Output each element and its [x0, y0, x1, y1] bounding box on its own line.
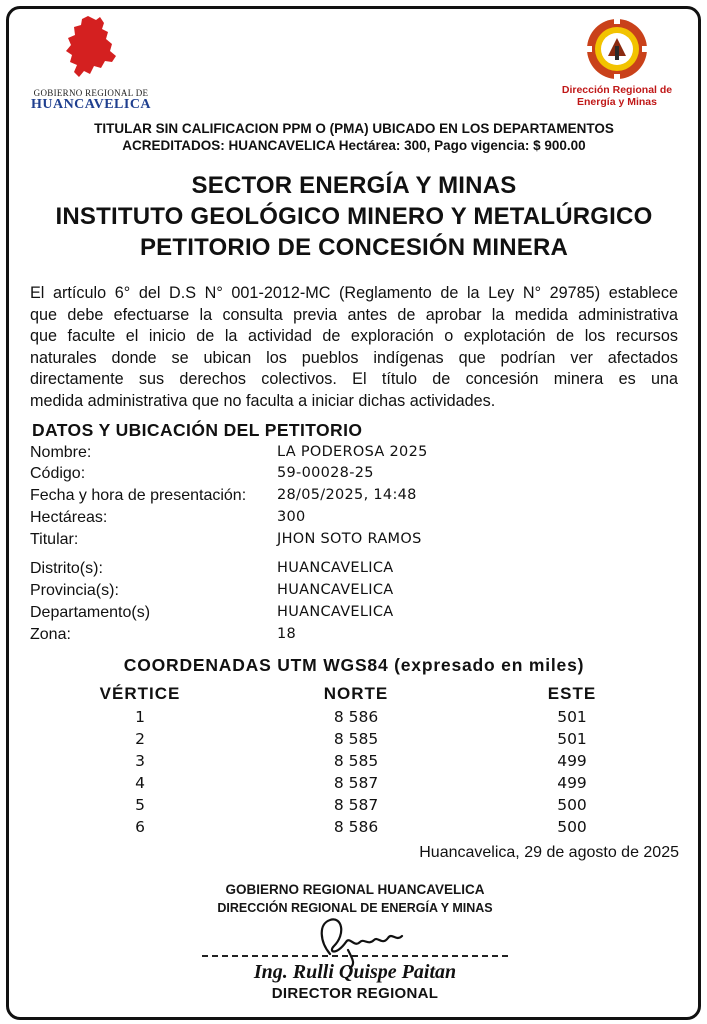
cell-vertice: 3 [135, 752, 145, 770]
header-note [30, 120, 678, 154]
title-line3: PETITORIO DE CONCESIÓN MINERA [139, 234, 569, 261]
stamp-line1: GOBIERNO REGIONAL HUANCAVELICA [225, 882, 485, 897]
value-zona: 18 [277, 626, 297, 642]
label-provincia: Provincia(s): [30, 582, 119, 599]
legal-paragraph [30, 283, 678, 413]
cell-norte: 8 585 [333, 730, 379, 748]
label-distrito: Distrito(s): [30, 560, 103, 577]
stamp-line2: DIRECCIÓN REGIONAL DE ENERGÍA Y MINAS [217, 901, 493, 915]
signature-line [202, 955, 508, 957]
section-title: DATOS Y UBICACIÓN DEL PETITORIO [32, 420, 363, 440]
cell-este: 499 [557, 774, 587, 792]
label-hectareas: Hectáreas: [30, 509, 108, 526]
cell-este: 500 [557, 796, 587, 814]
cell-este: 500 [557, 818, 587, 836]
gear-emblem-icon [584, 16, 650, 82]
cell-norte: 8 587 [333, 774, 379, 792]
signer-name: Ing. Rulli Quispe Paitan [253, 961, 457, 983]
value-fecha: 28/05/2025, 14:48 [277, 487, 417, 503]
cell-vertice: 4 [135, 774, 145, 792]
signer-role: DIRECTOR REGIONAL [271, 985, 439, 1002]
value-departamento: HUANCAVELICA [277, 604, 394, 620]
value-nombre: LA PODEROSA 2025 [277, 444, 428, 460]
label-zona: Zona: [30, 626, 71, 643]
date-line: Huancavelica, 29 de agosto de 2025 [419, 844, 679, 861]
coordinates-title: COORDENADAS UTM WGS84 (expresado en miles) [123, 655, 585, 675]
label-titular: Titular: [30, 531, 79, 548]
logo-right-line1: Dirección Regional de [561, 84, 673, 96]
huancavelica-map-icon [60, 14, 122, 86]
logo-gobierno-regional [26, 14, 156, 118]
header-vertice: VÉRTICE [99, 684, 181, 703]
cell-norte: 8 587 [333, 796, 379, 814]
paragraph-line: medida administrativa que no faculta a iniciar dichas actividades. [30, 391, 496, 410]
paragraph-line: que faculte el inicio de la actividad de exploración o explotación de los recursos [30, 327, 678, 346]
value-provincia: HUANCAVELICA [277, 582, 394, 598]
paragraph-line: que debe efectuarse la consulta previa antes de aprobar la medida administrativa [30, 305, 678, 324]
cell-vertice: 5 [135, 796, 145, 814]
cell-vertice: 6 [135, 818, 145, 836]
logo-left-line2: HUANCAVELICA [30, 97, 152, 112]
cell-norte: 8 586 [333, 708, 379, 726]
header-note-line2: ACREDITADOS: HUANCAVELICA Hectárea: 300, Pago vigencia: $ 900.00 [122, 138, 586, 153]
paragraph-line: El artículo 6° del D.S N° 001-2012-MC (Reglamento de la Ley N° 29785) establece [30, 284, 678, 302]
cell-norte: 8 585 [333, 752, 379, 770]
paragraph-line: naturales donde se ubican los pueblos indígenas que podrían ver afectados [30, 348, 678, 367]
label-codigo: Código: [30, 465, 86, 482]
value-hectareas: 300 [277, 509, 306, 525]
label-departamento: Departamento(s) [30, 604, 151, 621]
label-fecha: Fecha y hora de presentación: [30, 487, 247, 504]
cell-norte: 8 586 [333, 818, 379, 836]
cell-este: 499 [557, 752, 587, 770]
logo-direccion-regional [548, 16, 686, 116]
cell-vertice: 1 [135, 708, 145, 726]
value-codigo: 59-00028-25 [277, 465, 374, 481]
logo-left-line1: GOBIERNO REGIONAL DE [33, 88, 149, 98]
logo-right-line2: Energía y Minas [577, 96, 657, 108]
header-este: ESTE [547, 684, 597, 703]
cell-este: 501 [557, 708, 587, 726]
title-line1: SECTOR ENERGÍA Y MINAS [191, 172, 517, 199]
document-frame [6, 6, 701, 1020]
document-titles [20, 170, 688, 263]
label-nombre: Nombre: [30, 444, 92, 461]
cell-vertice: 2 [135, 730, 145, 748]
value-titular: JHON SOTO RAMOS [277, 531, 422, 547]
header-note-line1: TITULAR SIN CALIFICACION PPM O (PMA) UBICADO EN LOS DEPARTAMENTOS [94, 121, 614, 136]
title-line2: INSTITUTO GEOLÓGICO MINERO Y METALÚRGICO [55, 203, 653, 230]
header-norte: NORTE [323, 684, 389, 703]
value-distrito: HUANCAVELICA [277, 560, 394, 576]
cell-este: 501 [557, 730, 587, 748]
paragraph-line: directamente sus derechos colectivos. El título de concesión minera es una [30, 370, 678, 389]
